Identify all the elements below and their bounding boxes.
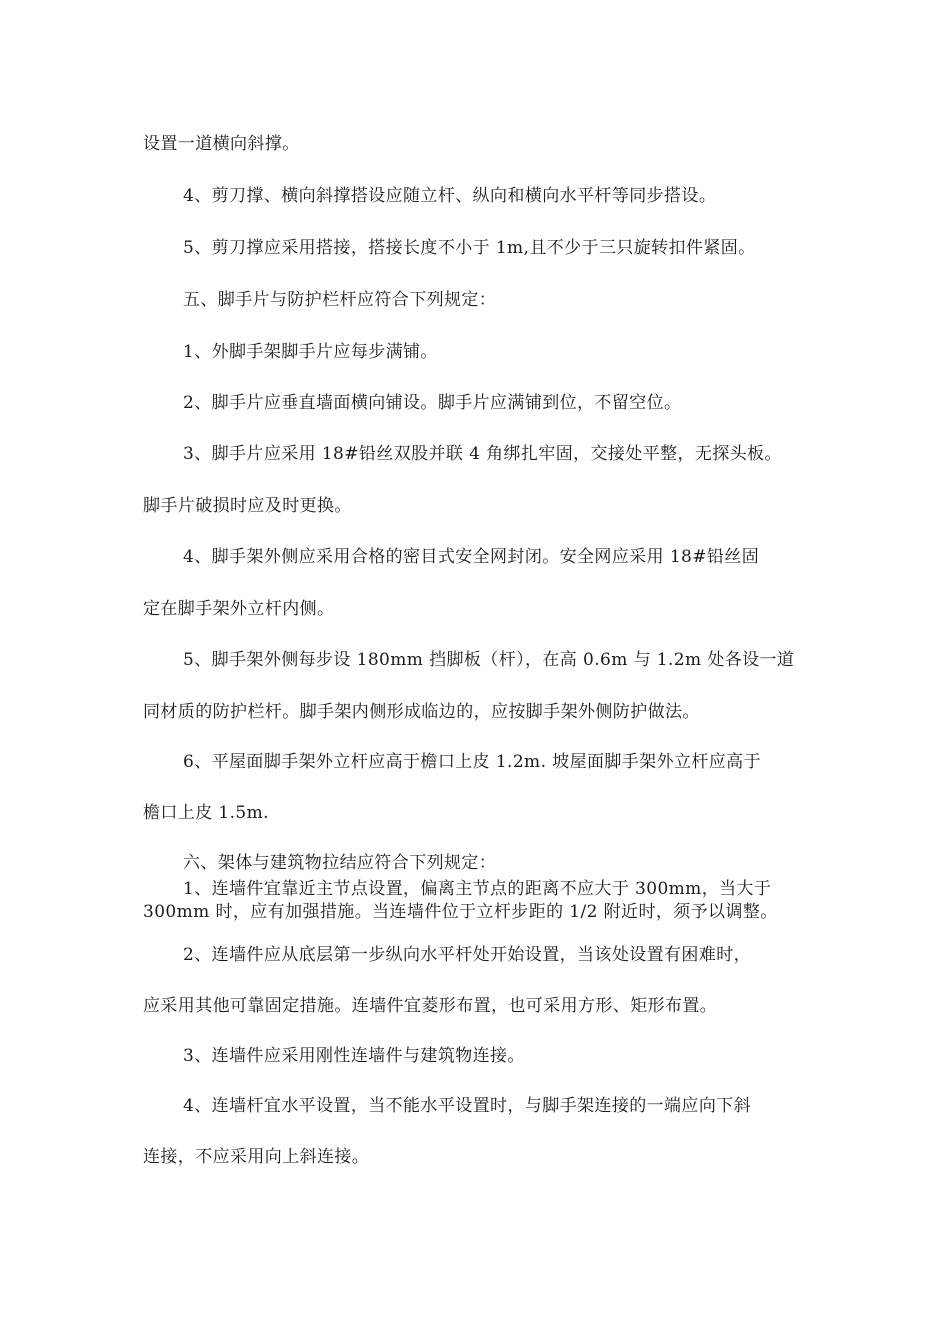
text-line: 3、脚手片应采用 18#铅丝双股并联 4 角绑扎牢固，交接处平整，无探头板。 [183,444,782,464]
text-line: 1、连墙件宜靠近主节点设置，偏离主节点的距离不应大于 300mm，当大于 [183,879,772,899]
text-line: 1、外脚手架脚手片应每步满铺。 [183,342,438,362]
text-line: 同材质的防护栏杆。脚手架内侧形成临边的，应按脚手架外侧防护做法。 [143,702,700,722]
text-line: 3、连墙件应采用刚性连墙件与建筑物连接。 [183,1046,525,1066]
text-line: 300mm 时，应有加强措施。当连墙件位于立杆步距的 1/2 附近时，须予以调整。 [143,902,778,922]
text-line: 2、连墙件应从底层第一步纵向水平杆处开始设置，当该处设置有困难时， [183,945,752,965]
text-line: 4、剪刀撑、横向斜撑搭设应随立杆、纵向和横向水平杆等同步搭设。 [183,186,717,206]
text-line: 4、连墙杆宜水平设置，当不能水平设置时，与脚手架连接的一端应向下斜 [183,1096,752,1116]
section-heading: 六、架体与建筑物拉结应符合下列规定： [183,853,497,873]
text-line: 应采用其他可靠固定措施。连墙件宜菱形布置，也可采用方形、矩形布置。 [143,996,718,1016]
text-line: 定在脚手架外立杆内侧。 [143,599,335,619]
text-line: 脚手片破损时应及时更换。 [143,496,352,516]
text-line: 连接，不应采用向上斜连接。 [143,1147,370,1167]
text-line: 6、平屋面脚手架外立杆应高于檐口上皮 1.2m. 坡屋面脚手架外立杆应高于 [183,752,761,772]
text-line: 5、脚手架外侧每步设 180mm 挡脚板（杆），在高 0.6m 与 1.2m 处各设一道 [183,650,795,670]
text-line: 5、剪刀撑应采用搭接，搭接长度不小于 1m,且不少于三只旋转扣件紧固。 [183,238,756,258]
text-line: 檐口上皮 1.5m. [143,803,269,823]
section-heading: 五、脚手片与防护栏杆应符合下列规定： [183,290,497,310]
text-line: 4、脚手架外侧应采用合格的密目式安全网封闭。安全网应采用 18#铅丝固 [183,547,760,567]
text-line: 设置一道横向斜撑。 [143,134,300,154]
text-line: 2、脚手片应垂直墙面横向铺设。脚手片应满铺到位，不留空位。 [183,393,682,413]
